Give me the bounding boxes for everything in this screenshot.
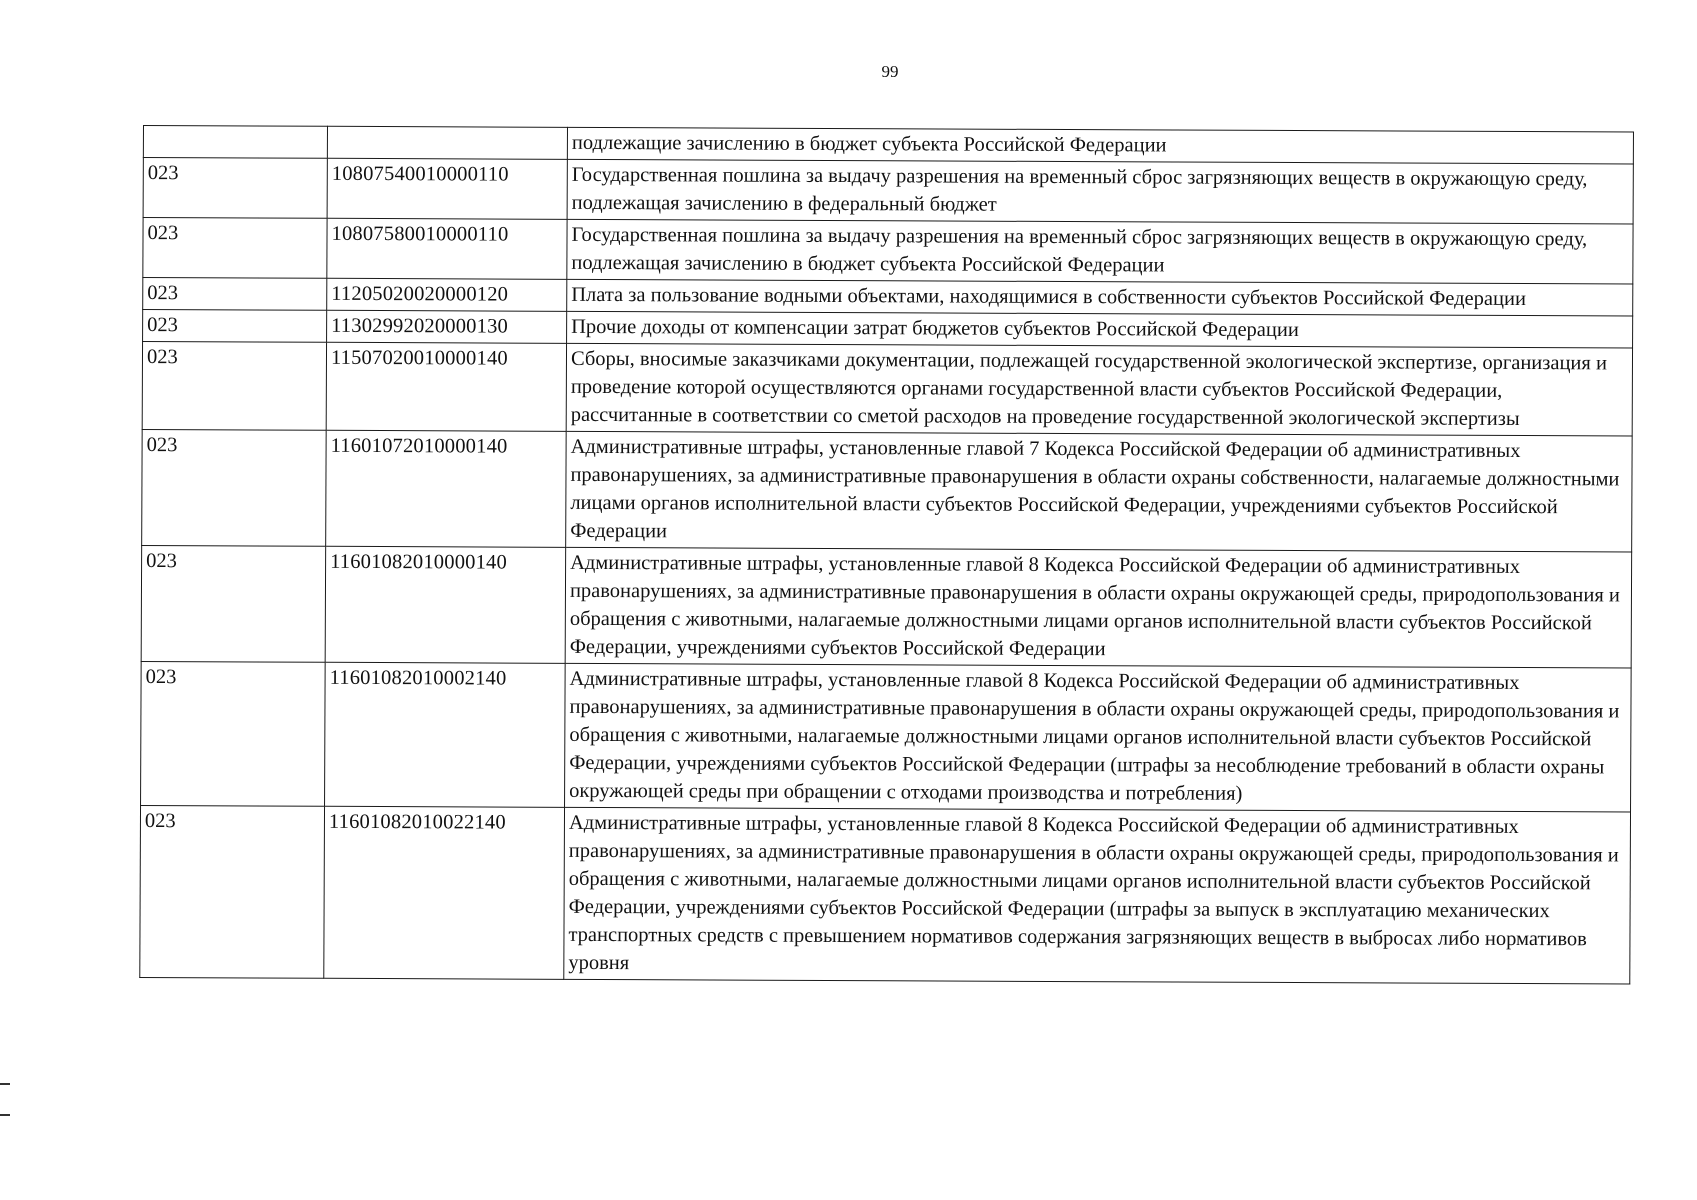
admin-code-cell: 023	[140, 805, 325, 978]
admin-code-cell: 023	[141, 545, 326, 662]
admin-code-cell: 023	[143, 218, 327, 279]
income-name-cell: Административные штрафы, установленные главой 8 Кодекса Российской Федерации об административных правонарушениях, за административные правонарушения в области охраны окружающей среды, природопользования и обращения с животными, налагаемые должностными лицами органов исполнительной власти субъектов Российской Федерации, учреждениями субъектов Российской Федерации	[565, 547, 1631, 668]
budget-code-cell: 11601072010000140	[326, 430, 567, 547]
budget-code-cell: 10807580010000110	[327, 218, 567, 279]
table-row	[142, 429, 1632, 552]
table-row	[143, 158, 1633, 225]
income-name-cell: Плата за пользование водными объектами, находящимися в собственности субъектов Российской Федерации	[567, 279, 1633, 316]
page-number: 99	[881, 62, 899, 81]
budget-code-cell: 11302992020000130	[327, 310, 567, 343]
scan-mark	[0, 1114, 10, 1116]
admin-code-cell: 023	[142, 342, 326, 431]
budget-code-cell: 10807540010000110	[327, 158, 567, 219]
income-name-cell: Административные штрафы, установленные главой 7 Кодекса Российской Федерации об административных правонарушениях, за административные правонарушения в области охраны собственности, налагаемые должностными лицами органов исполнительной власти субъектов Российской Федерации, учреждениями субъектов Российской Федерации	[566, 431, 1632, 552]
table-row	[141, 661, 1632, 811]
table-row	[142, 342, 1632, 437]
income-name-cell: Административные штрафы, установленные главой 8 Кодекса Российской Федерации об административных правонарушениях, за административные правонарушения в области охраны окружающей среды, природопользования и обращения с животными, налагаемые должностными лицами органов исполнительной власти субъектов Российской Федерации, учреждениями субъектов Российской Федерации (штрафы за несоблюдение требований в области охраны окружающей среды при обращении с отходами производства и потребления)	[565, 663, 1632, 812]
revenue-codes-table	[139, 125, 1634, 984]
budget-code-cell	[327, 126, 567, 159]
admin-code-cell: 023	[143, 278, 327, 311]
income-name-cell: Государственная пошлина за выдачу разрешения на временный сброс загрязняющих веществ в окружающую среду, подлежащая зачислению в федеральный бюджет	[567, 159, 1633, 224]
table-row	[140, 805, 1631, 983]
income-name-cell: Административные штрафы, установленные главой 8 Кодекса Российской Федерации об административных правонарушениях, за административные правонарушения в области охраны окружающей среды, природопользования и обращения с животными, налагаемые должностными лицами органов исполнительной власти субъектов Российской Федерации, учреждениями субъектов Российской Федерации (штрафы за выпуск в эксплуатацию механических транспортных средств с превышением нормативов содержания загрязняющих веществ в выбросах либо нормативов уровня	[564, 807, 1631, 984]
scan-mark	[0, 1083, 10, 1085]
admin-code-cell: 023	[143, 310, 327, 343]
admin-code-cell: 023	[143, 158, 327, 219]
admin-code-cell: 023	[141, 661, 326, 806]
income-name-cell: подлежащие зачислению в бюджет субъекта Российской Федерации	[567, 127, 1633, 164]
admin-code-cell	[143, 126, 327, 159]
admin-code-cell: 023	[142, 429, 327, 546]
budget-code-cell: 11601082010002140	[325, 662, 566, 807]
budget-code-cell: 11507020010000140	[326, 342, 566, 431]
income-name-cell: Государственная пошлина за выдачу разрешения на временный сброс загрязняющих веществ в окружающую среду, подлежащая зачислению в бюджет субъекта Российской Федерации	[567, 219, 1633, 284]
table-row	[141, 545, 1631, 668]
income-name-cell: Сборы, вносимые заказчиками документации, подлежащей государственной экологической экспертизе, организация и проведение которой осуществляются органами государственной власти субъектов Российской Федерации, рассчитанные в соответствии со сметой расходов на проведение государственной экологической экспертизы	[566, 343, 1632, 436]
budget-code-cell: 11205020020000120	[327, 278, 567, 311]
table-row	[143, 218, 1633, 285]
income-name-cell: Прочие доходы от компенсации затрат бюджетов субъектов Российской Федерации	[567, 311, 1633, 348]
budget-code-cell: 11601082010000140	[325, 546, 566, 663]
budget-code-cell: 11601082010022140	[324, 806, 565, 979]
revenue-codes-table-wrapper	[139, 125, 1633, 984]
